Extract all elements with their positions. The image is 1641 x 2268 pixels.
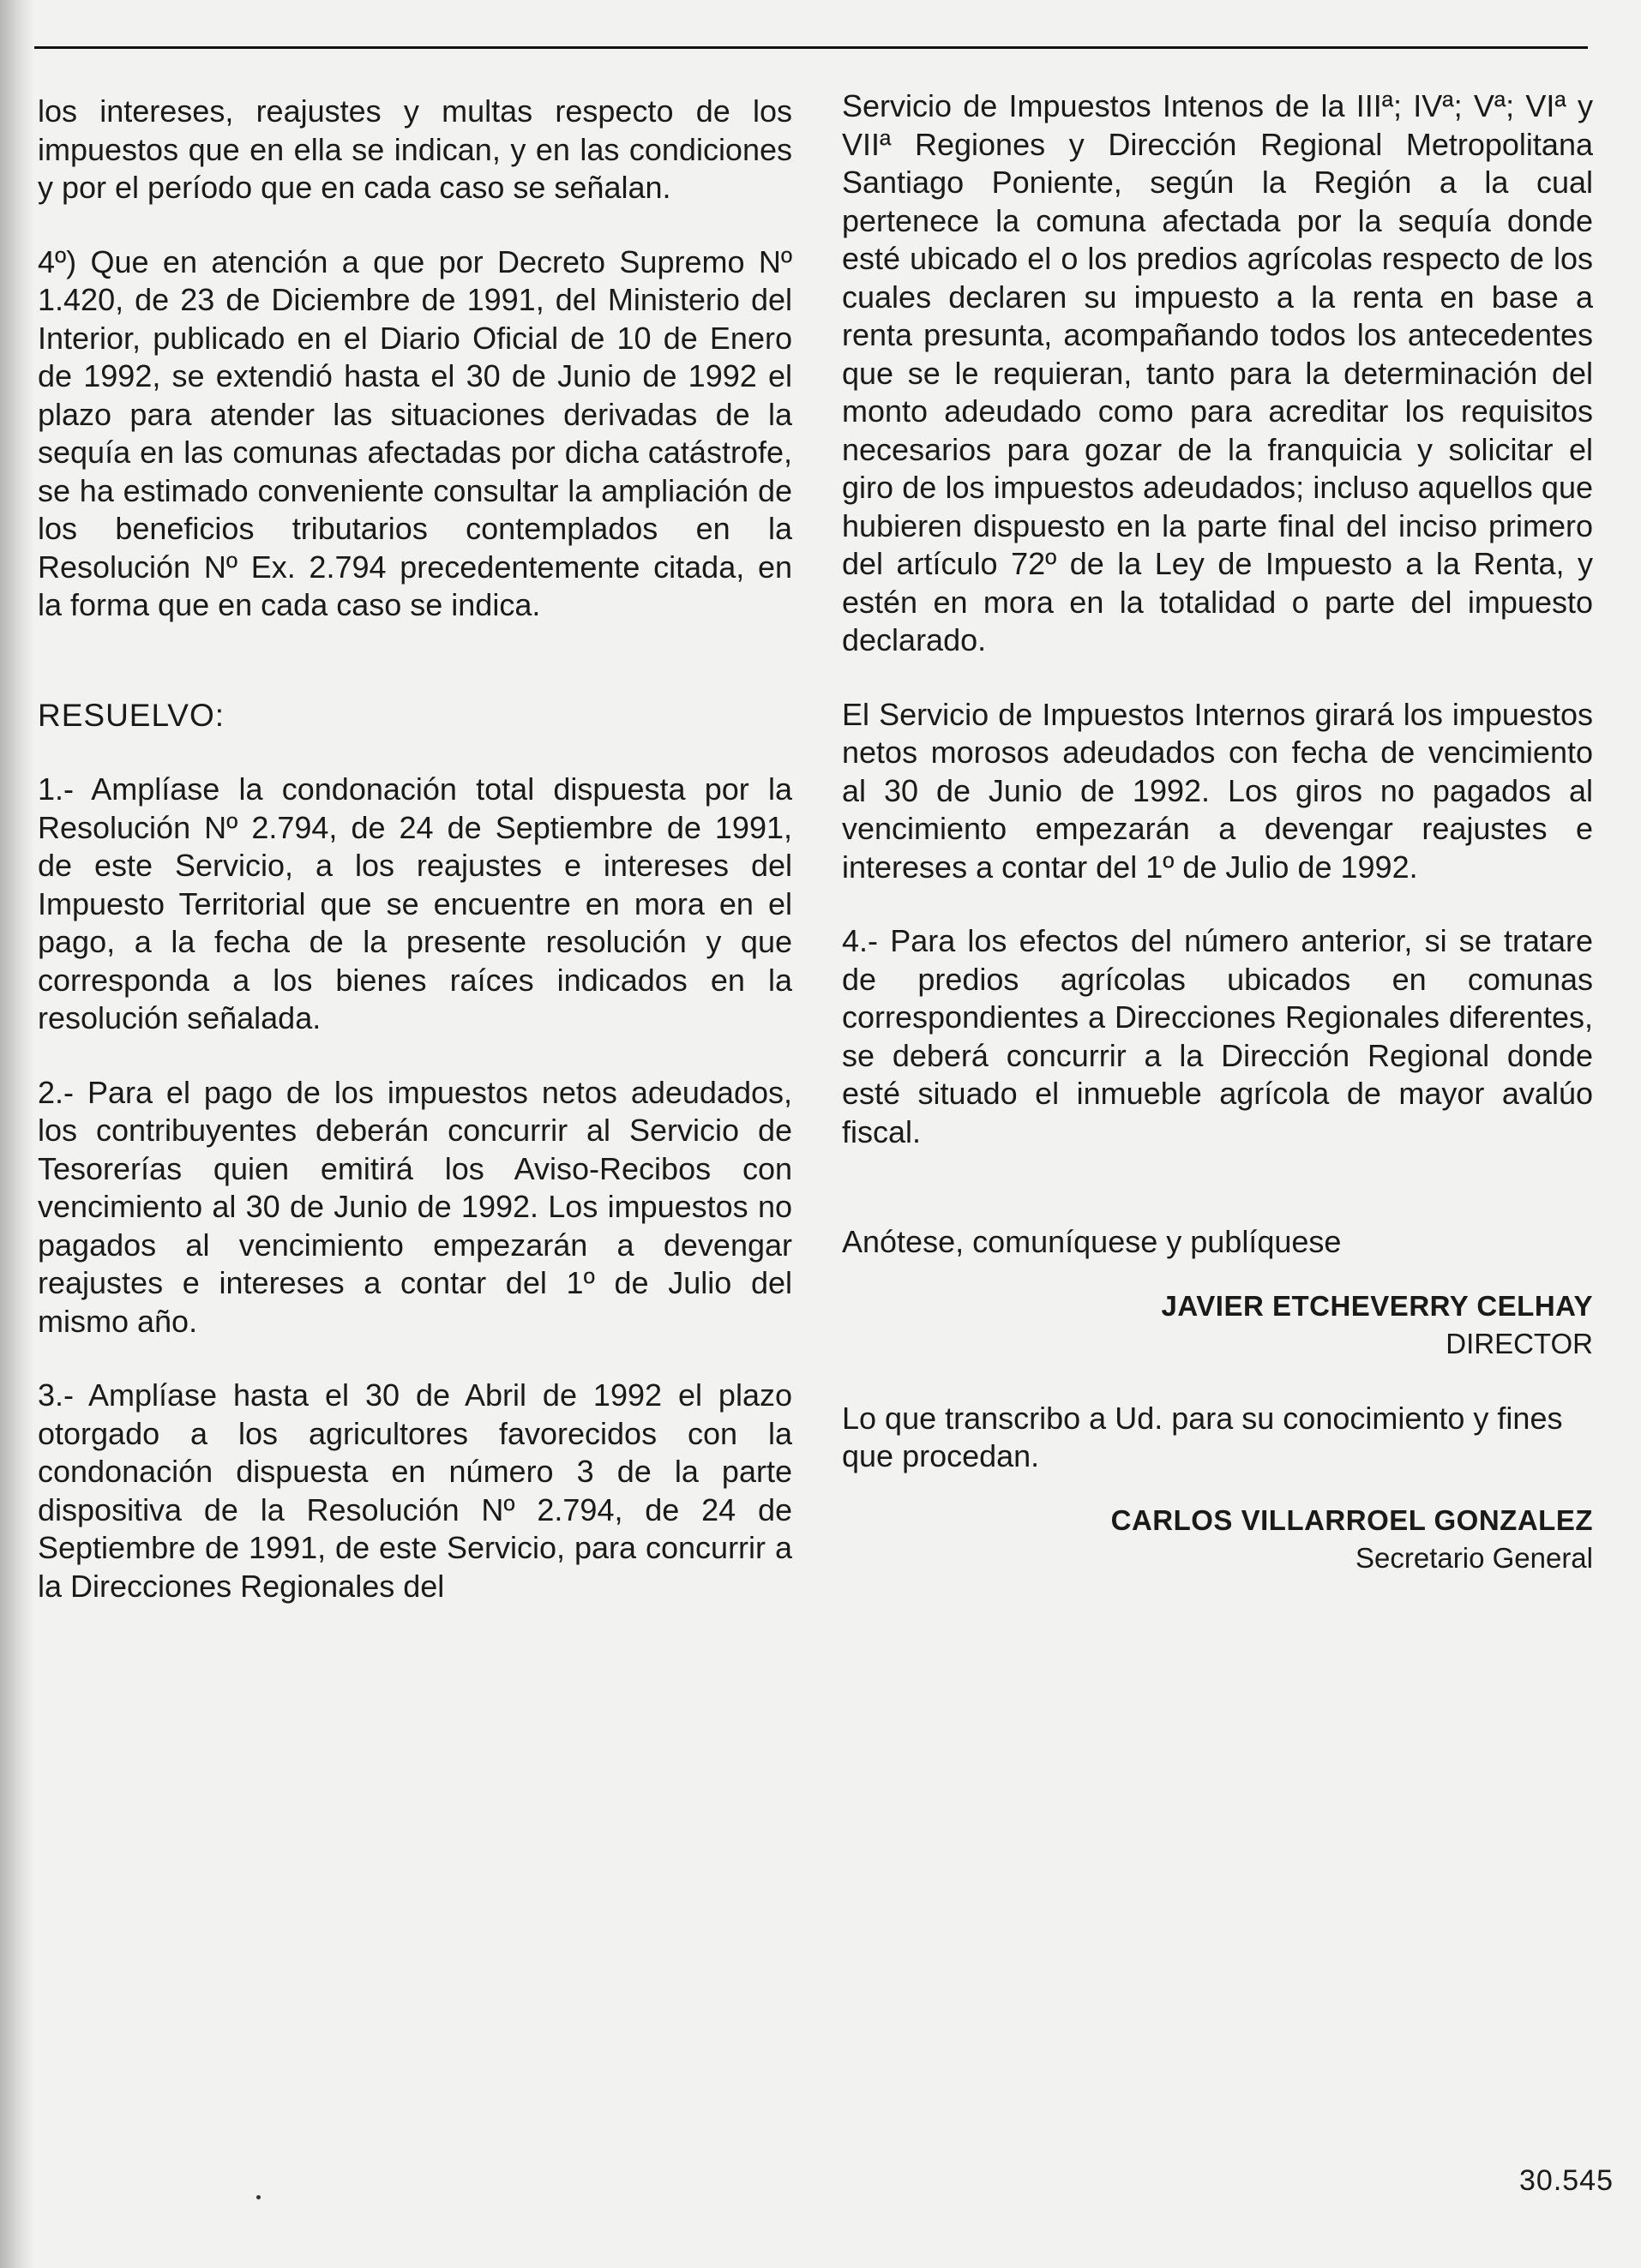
header-rule (34, 46, 1588, 49)
left-column (38, 93, 792, 1605)
page-number: 30.545 (1519, 2164, 1614, 2197)
signature-block-director (842, 1287, 1593, 1364)
resolution-item-3-continuation: Servicio de Impuestos Intenos de la IIIª; IVª; Vª; VIª y VIIª Regiones y Dirección Regional Metropolitana Santiago Poniente, según la Región a la cual pertenece la comuna afectada por la sequía donde esté ubicado el o los predios agrícolas respecto de los cuales declaren su impuesto a la renta en base a renta presunta, acompañando todos los antecedentes que se le requieran, tanto para la determinación del monto adeudado como para acreditar los requisitos necesarios para gozar de la franquicia y solicitar el giro de los impuestos adeudados; incluso aquellos que hubieren dispuesto en la parte final del inciso primero del artículo 72º de la Ley de Impuesto a la Renta, y estén en mora en la totalidad o parte del impuesto declarado. (842, 88, 1593, 657)
resuelvo-heading: RESUELVO: (38, 697, 225, 733)
resolution-item-3-paragraph-2: El Servicio de Impuestos Internos girará los impuestos netos morosos adeudados con fecha de vencimiento al 30 de Junio de 1992. Los giros no pagados al vencimiento empezarán a devengar reajustes e intereses a contar del 1º de Julio de 1992. (842, 696, 1593, 885)
signature-block-secretary (842, 1502, 1593, 1578)
transcription-note: Lo que transcribo a Ud. para su conocimiento y fines que procedan. (842, 1400, 1563, 1473)
signatory-title: Secretario General (1355, 1542, 1593, 1574)
signatory-title: DIRECTOR (1446, 1328, 1593, 1359)
continuation-paragraph: los intereses, reajustes y multas respecto de los impuestos que en ella se indican, y en las condiciones y por el período que en cada caso se señalan. (38, 93, 792, 205)
binding-shadow (0, 0, 34, 2268)
resolution-item-1: 1.- Amplíase la condonación total dispuesta por la Resolución Nº 2.794, de 24 de Septiembre de 1991, de este Servicio, a los reajustes e intereses del Impuesto Territorial que se encuentre en mora en el pago, a la fecha de la presente resolución y que corresponda a los bienes raíces indicados en la resolución señalada. (38, 771, 792, 1035)
signatory-name: JAVIER ETCHEVERRY CELHAY (1161, 1289, 1593, 1322)
print-speck (256, 2195, 261, 2199)
right-column (842, 87, 1593, 1578)
closing-formula: Anótese, comuníquese y publíquese (842, 1224, 1342, 1259)
resolution-item-4: 4.- Para los efectos del número anterior, si se tratare de predios agrícolas ubicados en comunas correspondientes a Direcciones Regionales diferentes, se deberá concurrir a la Dirección Regional donde esté situado el inmueble agrícola de mayor avalúo fiscal. (842, 923, 1593, 1149)
considerando-4-paragraph: 4º) Que en atención a que por Decreto Supremo Nº 1.420, de 23 de Diciembre de 1991, del Ministerio del Interior, publicado en el Diario Oficial de 10 de Enero de 1992, se extendió hasta el 30 de Junio de 1992 el plazo para atender las situaciones derivadas de la sequía en las comunas afectadas por dicha catástrofe, se ha estimado conveniente consultar la ampliación de los beneficios tributarios contemplados en la Resolución Nº Ex. 2.794 precedentemente citada, en la forma que en cada caso se indica. (38, 243, 792, 622)
signatory-name: CARLOS VILLARROEL GONZALEZ (1110, 1503, 1593, 1536)
resolution-item-3: 3.- Amplíase hasta el 30 de Abril de 1992 el plazo otorgado a los agricultores favorecidos con la condonación dispuesta en número 3 de la parte dispositiva de la Resolución Nº 2.794, de 24 de Septiembre de 1991, de este Servicio, para concurrir a la Direcciones Regionales del (38, 1377, 792, 1604)
resolution-item-2: 2.- Para el pago de los impuestos netos adeudados, los contribuyentes deberán concurrir al Servicio de Tesorerías quien emitirá los Aviso-Recibos con vencimiento al 30 de Junio de 1992. Los impuestos no pagados al vencimiento empezarán a devengar reajustes e intereses a contar del 1º de Julio del mismo año. (38, 1074, 792, 1339)
